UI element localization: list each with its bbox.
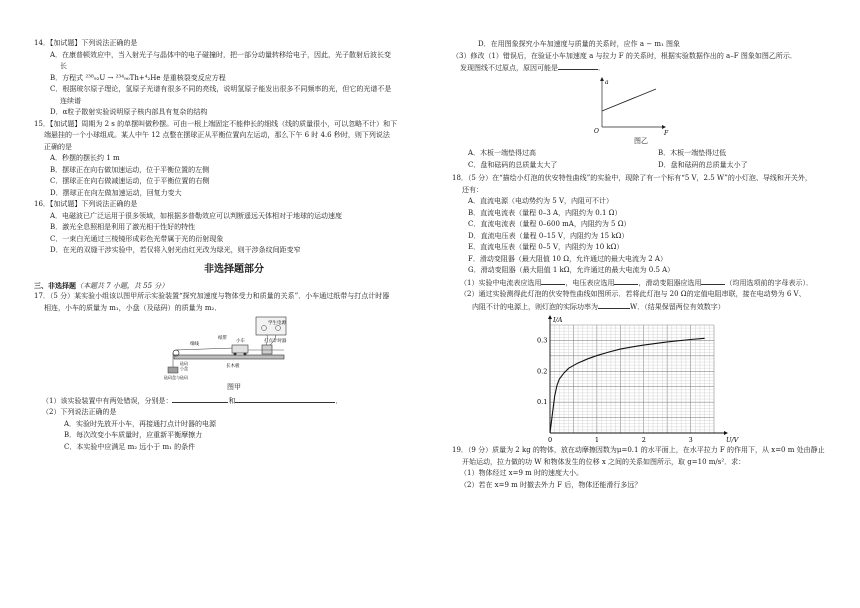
q15-title-1: 15．【加试题】周期为 2 s 的单摆叫做秒摆。可由一根上端固定不能伸长的细线（线的质量很小，可以忽略不计）和下 (34, 119, 398, 128)
x-tick-label: 2 (641, 436, 646, 443)
q17-sub-2: （2）下列说法正确的是 (42, 408, 117, 416)
figure-af-graph (452, 75, 830, 135)
string-line (176, 348, 234, 350)
q18-sub-1 (452, 277, 830, 289)
q16-title: 16．【加试题】下列说法正确的是 (34, 200, 138, 208)
y-tick-label: 0.2 (537, 367, 548, 376)
q18-sub-1-c: ，滑动变阻器应选用 (638, 278, 702, 287)
af-line (602, 89, 656, 111)
part-3-note: （本题共 7 小题，共 55 分） (76, 281, 169, 290)
label-pan: 小盘 (180, 366, 188, 371)
q17-sub-3-option-d: D．盘和砝码的总质量太小了 (658, 160, 748, 169)
plank-shape (174, 355, 284, 359)
q18-option-e: E．直流电压表（量程 0–5 V，内阻约为 10 kΩ） (468, 243, 624, 251)
af-label-o: O (594, 127, 599, 135)
q17-title-1: 17．（5 分）某实验小组该以图甲所示实验装置“探究加速度与物体受力和质量的关系”．小车通过纸带与打点计时器 (34, 292, 390, 300)
q17-sub-3-line-1: （3）修改（1）错误后，在验证小车加速度 a 与拉力 F 的关系时，根据实验数据作出的 a–F 图象如图乙所示． (452, 51, 797, 60)
q17-sub-2-option-a: A．实验时先放开小车，再接通打点计时器的电源 (64, 419, 217, 428)
af-x-arrow (662, 125, 666, 129)
iv-curve-chart (452, 315, 830, 443)
af-label-f: F (664, 129, 669, 135)
q15-option-b: B．摆球正在向右做加速运动，位于平衡位置的左侧 (50, 165, 210, 174)
q14-option-b: B．方程式 ²³⁸₉₂U → ²³⁴₉₀Th+⁴₂He 是重核裂变反应方程 (50, 73, 226, 82)
cart-wheel-2 (244, 353, 247, 356)
q17-sub-2-option-d: D．在用图象探究小车加速度与质量的关系时，应作 a − m₁ 图象 (478, 40, 680, 48)
af-graph-svg (452, 75, 830, 135)
timer-shape (262, 345, 272, 354)
figure-apparatus (34, 315, 434, 381)
pan-shape (168, 367, 178, 373)
q15-title-3: 正确的是 (44, 142, 72, 151)
answer-blank-4[interactable] (541, 277, 565, 285)
figure-1-caption: 图甲 (227, 383, 241, 391)
supply-shape (256, 317, 286, 335)
q18-sub-2-line-2 (452, 301, 830, 313)
q17-sub-1-text: （1）该实验装置中有两处错误，分别是： (42, 396, 173, 405)
label-weights: 砝码 (180, 361, 188, 366)
y-axis-arrow (548, 315, 552, 319)
q19-sub-1: （1）物体经过 x=9 m 时的速度大小。 (460, 469, 584, 477)
q17-sub-3-option-a: A．木板一端垫得过高 (468, 149, 537, 157)
q18-sub-1-b: ，电压表应选用 (565, 278, 615, 287)
cart-shape (232, 345, 248, 353)
figure-2-caption: 图乙 (634, 136, 648, 145)
question-19 (452, 445, 830, 490)
q16-option-c: C．一束白光通过三棱镜形成彩色光带属于光的衍射现象 (50, 234, 224, 243)
iv-curve-figure (452, 315, 830, 443)
af-label-a: a (605, 78, 609, 86)
q14-option-a-cont: 长 (60, 62, 67, 70)
answer-blank-5[interactable] (614, 277, 638, 285)
q14-option-c-cont: 连续谱 (60, 96, 81, 105)
label-student-supply: 学生电源 (268, 321, 286, 326)
part-3-header (34, 281, 434, 292)
q16-option-d: D．在光的双缝干涉实验中，若仅将入射光由红光改为绿光，则干涉条纹间距变窄 (50, 246, 301, 254)
iv-y-label: I/A (553, 316, 563, 324)
answer-blank-7[interactable] (598, 301, 630, 309)
q18-sub-1-d: （均用选项前的字母表示）． (725, 278, 813, 287)
q18-option-f: F．滑动变阻器（最大阻值 10 Ω，允许通过的最大电流为 2 A） (468, 254, 667, 263)
q18-sub-2-line-1: （2）通过实验测得此灯泡的伏安特性曲线如图所示．若将此灯泡与 20 Ω的定值电阻串联，接在电动势为 6 V、 (460, 290, 806, 298)
label-timer: 打点计时器 (264, 339, 287, 344)
q17-sub-2-option-b: B．每次改变小车质量时，应重新平衡摩擦力 (64, 431, 203, 439)
q18-title-2: 还有： (462, 185, 483, 194)
q18-option-b: B．直流电流表（量程 0–3 A，内阻约为 0.1 Ω） (468, 208, 622, 217)
q18-option-g: G．滑动变阻器（最大阻值 1 kΩ，允许通过的最大电流为 0.5 A） (468, 266, 675, 274)
q17-sub-1-and: 和 (228, 396, 236, 405)
right-column (452, 38, 830, 491)
q14-option-a: A．在康普顿效应中，当入射光子与晶体中的电子碰撞时，把一部分动量转移给电子，因此，光子散射后波长变 (50, 50, 392, 59)
q18-title-1: 18．（5 分）在“描绘小灯泡的伏安特性曲线”的实验中，现除了有一个标有“5 V，2.5 W”的小灯泡、导线和开关外， (452, 174, 812, 182)
x-axis-arrow (724, 431, 728, 435)
q14-title: 14．【加试题】下列说法正确的是 (34, 39, 138, 47)
x-tick-label: 0 (548, 436, 553, 443)
q19-title-2: 开始运动，拉力做的功 W 和物体发生的位移 x 之间的关系如图所示，取 g=10 m/s²．求： (462, 457, 746, 466)
q14-option-c: C．根据玻尔原子理论，氢原子光谱有很多不同的亮线，说明氢原子能发出很多不同频率的光，但它的光谱不是 (50, 85, 392, 93)
question-16 (34, 199, 434, 256)
question-18 (452, 173, 830, 312)
iv-grid (550, 325, 714, 433)
left-column (34, 38, 434, 453)
iv-axes (548, 315, 728, 435)
label-plank: 长木板 (226, 364, 240, 369)
q17-sub-2-option-c: C．本实验中应满足 m₂ 远小于 m₁ 的条件 (64, 442, 196, 451)
q17-sub-3-option-b: B．木板一端垫得过低 (658, 149, 727, 157)
apparatus-diagram (164, 315, 304, 381)
q14-option-d: D．α粒子散射实验说明原子核内部具有复杂的结构 (50, 108, 208, 116)
y-tick-label: 0.1 (537, 398, 548, 407)
q18-option-d: D．直流电压表（量程 0–15 V，内阻约为 15 kΩ） (468, 231, 629, 240)
q17-title-2: 相连，小车的质量为 m₁，小盘（及砝码）的质量为 m₂． (44, 303, 222, 312)
y-tick-label: 0.3 (537, 336, 548, 345)
x-tick-label: 1 (594, 436, 599, 443)
answer-blank-2[interactable] (235, 395, 335, 403)
q18-sub-1-a: （1）实验中电流表应选用 (460, 278, 542, 287)
q18-sub-2-a: 内阻不计的电源上，则灯泡的实际功率为 (472, 302, 598, 311)
answer-blank-6[interactable] (701, 277, 725, 285)
q17-sub-1: （1）该实验装置中有两处错误，分别是： 和 ． (42, 396, 343, 405)
q16-option-a: A．电磁波已广泛运用于很多领域，如根据多普勒效应可以判断遥远天体相对于地球的运动速度 (50, 211, 343, 220)
q17-sub-3-options-ab (452, 148, 830, 159)
q19-title-1: 19．（9 分）质量为 2 kg 的物体，放在动摩擦因数为μ=0.1 的水平面上，在水平拉力 F 的作用下，从 x=0 m 处由静止 (452, 446, 825, 454)
question-14 (34, 38, 434, 118)
q15-title-2: 端悬挂的一个小球组成。某人中午 12 点整在摆球正从平衡位置向左运动，那么下午 6 时 4.6 秒时，则下列说法 (44, 131, 390, 139)
q17-sub-3-option-c: C．盘和砝码的总质量太大了 (468, 160, 558, 169)
q17-sub-3-options-cd (452, 160, 830, 171)
q15-option-a: A．秒摆的摆长约 1 m (50, 154, 120, 162)
label-cart: 小车 (236, 339, 245, 344)
answer-blank-3[interactable] (558, 62, 598, 70)
question-15 (34, 119, 434, 199)
cart-wheel-1 (234, 353, 237, 356)
x-tick-label: 3 (688, 436, 693, 443)
label-thin-line: 细线 (190, 342, 199, 347)
q18-option-c: C．直流电流表（量程 0–600 mA，内阻约为 5 Ω） (468, 220, 631, 228)
label-paper-tape: 纸带 (218, 336, 227, 341)
iv-x-label: U/V (726, 436, 739, 443)
answer-blank-1[interactable] (172, 395, 228, 403)
q18-sub-2-b: W．（结果保留两位有效数字） (630, 302, 725, 311)
section-title: 非选择题部分 (204, 263, 264, 275)
af-y-arrow (600, 77, 604, 81)
q17-sub-3-line-2: 发现图线不过原点，原因可能是 ． (460, 64, 605, 72)
q18-option-a: A．直流电源（电动势约为 5 V，内阻可不计） (468, 197, 614, 205)
q19-sub-2: （2）若在 x=9 m 时撤去外力 F 后，物体还能滑行多远？ (460, 480, 642, 489)
part-3-head: 三、非选择题 (34, 280, 76, 290)
q17-sub-3-text: 发现图线不过原点，原因可能是 (460, 64, 558, 72)
label-pan-weights: 砝码盘与砝码 (164, 375, 188, 380)
q15-option-c: C．摆球正在向右做减速运动，位于平衡位置的右侧 (50, 177, 210, 185)
q16-option-b: B．激光全息照相是利用了激光相干性好的特性 (50, 223, 196, 231)
question-17 (34, 291, 434, 452)
q15-option-d: D．摆球正在向左做加速运动，回复力变大 (50, 188, 182, 197)
